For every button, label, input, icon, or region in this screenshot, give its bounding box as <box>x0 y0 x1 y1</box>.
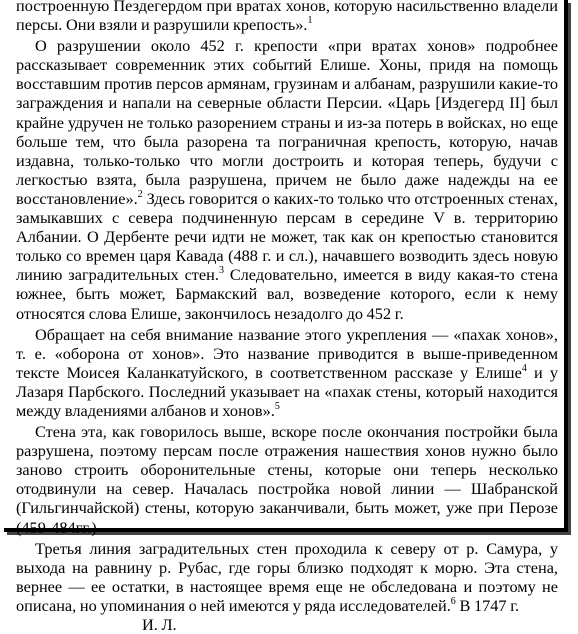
paragraph-text: Здесь говорится о каких-то только что отстроенных стенах, замыкавших с севера подчиненную персам в середине V в. территорию Албании. О Дербенте речи идти не может, так как он крепостью становится только со времен царя Кавада (488 г. и сл.), начавшего возводить здесь новую линию заградительных стен. <box>16 188 558 285</box>
paragraph-4 <box>16 422 558 537</box>
paragraph-text: Третья линия заградительных стен проходила к северу от р. Самура, у выхода на равнину р. Рубас, где горы близко подходят к морю. Эта стена, вернее — ее остатки, в настоящее время еще не обследована и поэтому не описана, но упоминания о ней имеются у ряда исследователей. <box>16 538 558 615</box>
footnote-ref: 5 <box>274 400 280 412</box>
document-frame <box>4 0 568 634</box>
paragraph-text: О разрушении около 452 г. крепости «при вратах хонов» подробнее рассказывает современник этих событий Елише. Хоны, придя на помощь восставшим против персов армянам, грузинам и албанам, разрушили какие-то заграждения и напали на северные области Персии. «Царь [Издегерд II] был крайне удручен не только разорением страны и из-за потерь в войсках, но еще больше тем, что была разорена та пограничная крепость, которую, начав издавна, только-только что могли достроить и которая теперь, будучи с легкостью взята, была разрушена, причем не было даже надежды на ее восстановление». <box>16 36 558 208</box>
paragraph-5 <box>16 539 558 615</box>
paragraph-text: Обращает на себя внимание название этого укрепления — «пахак хонов», т. е. «оборона от хонов». Это название приводится в выше-приведенном тексте Моисея Каланкатуйского, в соответственном рассказе у Елише <box>16 324 558 382</box>
paragraph-3 <box>16 325 558 420</box>
document-page <box>16 0 558 634</box>
paragraph-text: Стена эта, как говорилось выше, вскоре после окончания постройки была разрушена, поэтому персам после отражения нашествия хонов нужно было заново строить оборонительные стены, которые они теперь несколько отодвинули на север. Началась постройка новой линии — Шабранской (Гильгинчайской) стены, которую заканчивали, быть может, уже при Перозе (459-484гг.) <box>16 422 558 537</box>
paragraph-1 <box>16 0 558 34</box>
paragraph-text: И. Л. <box>142 615 177 634</box>
footnote-ref: 6 <box>450 595 456 607</box>
footnote-ref: 2 <box>137 188 143 200</box>
paragraph-6-cut <box>16 615 558 634</box>
footnote-ref: 3 <box>218 265 224 277</box>
paragraph-text: и у Лазаря Парбского. Последний указывает на «пахак стены, который находится между владениями албанов и хонов». <box>16 362 558 420</box>
paragraph-text: Следовательно, имеется в виду какая-то стена южнее, быть может, Бармакский вал, возведение которого, если к нему относятся слова Елише, закончилось незадолго до 452 г. <box>16 265 558 323</box>
footnote-ref: 1 <box>307 15 313 27</box>
paragraph-2 <box>16 36 558 322</box>
paragraph-text: В 1747 г. <box>455 595 520 615</box>
footnote-ref: 4 <box>521 362 527 374</box>
paragraph-text: построенную Пездегердом при вратах хонов, которую насильственно владели персы. Они взяли и разрушили крепость». <box>16 0 558 35</box>
